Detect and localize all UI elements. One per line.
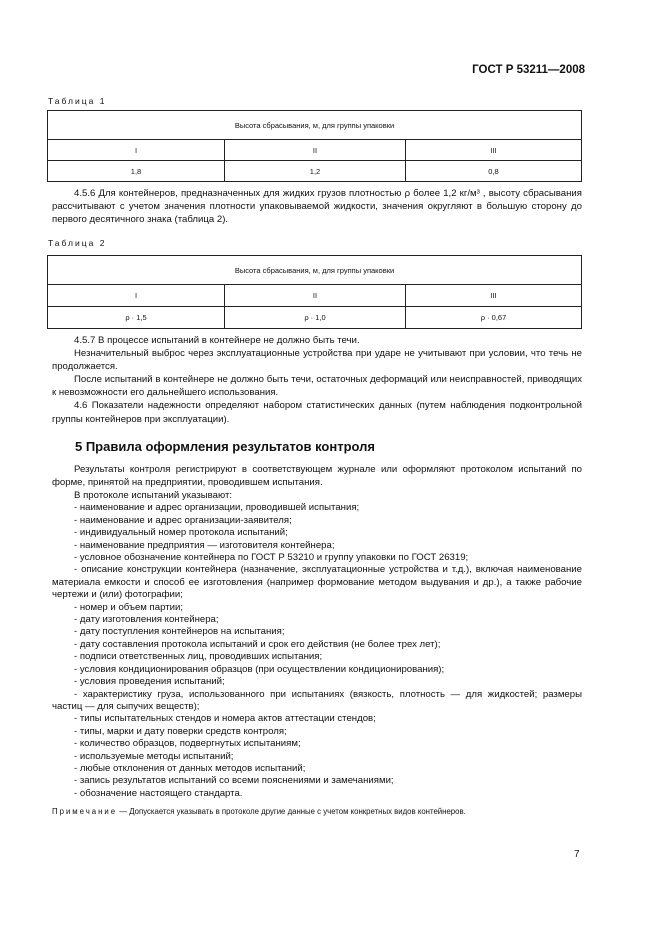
section-title: 5 Правила оформления результатов контроля	[75, 439, 375, 454]
table2-value-2: ρ · 1,0	[225, 307, 406, 329]
table1-value-2: 1,2	[225, 161, 406, 182]
table2-heading: Высота сбрасывания, м, для группы упаковки	[48, 256, 582, 285]
table2-group-1: I	[48, 285, 225, 307]
table2-group-3: III	[406, 285, 582, 307]
paragraph-4-5-6	[52, 187, 582, 226]
note	[52, 806, 582, 818]
table1-group-3: III	[406, 140, 582, 161]
list-item: - подписи ответственных лиц, проводивших испытания;	[74, 651, 323, 663]
list-item: - количество образцов, подвергнутых испытаниям;	[74, 738, 301, 750]
list-item: - запись результатов испытаний со всеми пояснениями и замечаниями;	[74, 775, 394, 787]
list-item: - характеристику груза, использованного при испытаниях (вязкость, плотность — для жидкостей; размеры частиц — для сыпучих веществ);	[52, 688, 582, 712]
table1-heading: Высота сбрасывания, м, для группы упаковки	[48, 111, 582, 140]
paragraphs-4-5-7	[52, 334, 582, 426]
table2-caption: Таблица 2	[48, 238, 107, 248]
list-item: - дату изготовления контейнера;	[74, 614, 219, 626]
paragraph: После испытаний в контейнере не должно быть течи, остаточных деформаций или неисправностей, приводящих к невозможности его дальнейшего использования.	[52, 374, 582, 399]
paragraph-4-5-6-text: 4.5.6 Для контейнеров, предназначенных для жидких грузов плотностью ρ более 1,2 кг/м³ , высоту сбрасывания рассчитывают с учетом значения плотности упаковываемой жидкости, значения округляют в большую сторону до первого десятичного знака (таблица 2).	[52, 188, 582, 226]
paragraph: 4.6 Показатели надежности определяют набором статистических данных (путем наблюдения подконтрольной группы контейнеров при эксплуатации).	[52, 400, 582, 425]
section-intro-text: Результаты контроля регистрируют в соответствующем журнале или оформляют протоколом испытаний по форме, принятой на предприятии, проводившем испытания.	[52, 464, 582, 489]
list-item: - типы, марки и дату поверки средств контроля;	[74, 725, 287, 737]
list-item: - дату составления протокола испытаний и срок его действия (не более трех лет);	[74, 638, 441, 650]
list-item: - используемые методы испытаний;	[74, 750, 234, 762]
note-label: Примечание	[52, 807, 118, 816]
paragraph: Незначительный выброс через эксплуатационные устройства при ударе не учитывают при условии, что течь не продолжается.	[52, 348, 582, 373]
list-item: - условное обозначение контейнера по ГОСТ Р 53210 и группу упаковки по ГОСТ 26319;	[74, 552, 469, 564]
list-item: - номер и объем партии;	[74, 601, 183, 613]
list-item: - типы испытательных стендов и номера актов аттестации стендов;	[74, 713, 376, 725]
table1-value-1: 1,8	[48, 161, 225, 182]
list-item: В протоколе испытаний указывают:	[74, 490, 233, 501]
table1-caption: Таблица 1	[48, 96, 107, 106]
table1-value-3: 0,8	[406, 161, 582, 182]
paragraph: 4.5.7 В процессе испытаний в контейнере не должно быть течи.	[74, 335, 360, 346]
list-item: - описание конструкции контейнера (назначение, эксплуатационные устройства и т.д.), включая наименование материала емкости и способ ее изготовления (например формование методом выдувания и др.), а также рабочие чертежи и (или) фотографии;	[52, 564, 582, 601]
list-item: - обозначение настоящего стандарта.	[74, 787, 243, 799]
list-item: - наименование и адрес организации-заявителя;	[74, 514, 292, 526]
table2-value-1: ρ · 1,5	[48, 307, 225, 329]
table1-group-2: II	[225, 140, 406, 161]
document-header: ГОСТ Р 53211—2008	[472, 64, 585, 76]
protocol-items-list	[52, 490, 582, 800]
table2	[47, 255, 582, 329]
page-number: 7	[574, 849, 580, 860]
table1-group-1: I	[48, 140, 225, 161]
section-intro	[52, 463, 582, 489]
note-text: — Допускается указывать в протоколе другие данные с учетом конкретных видов контейнеров.	[117, 807, 466, 816]
list-item: - дату поступления контейнеров на испытания;	[74, 626, 285, 638]
table2-value-3: ρ · 0,67	[406, 307, 582, 329]
table1	[47, 110, 582, 182]
list-item: - условия кондиционирования образцов (при осуществлении кондиционирования);	[74, 663, 445, 675]
list-item: - индивидуальный номер протокола испытаний;	[74, 527, 288, 539]
list-item: - любые отклонения от данных методов испытаний;	[74, 762, 306, 774]
list-item: - наименование предприятия — изготовителя контейнера;	[74, 539, 335, 551]
list-item: - условия проведения испытаний;	[74, 676, 225, 688]
list-item: - наименование и адрес организации, проводившей испытания;	[74, 502, 360, 514]
table2-group-2: II	[225, 285, 406, 307]
